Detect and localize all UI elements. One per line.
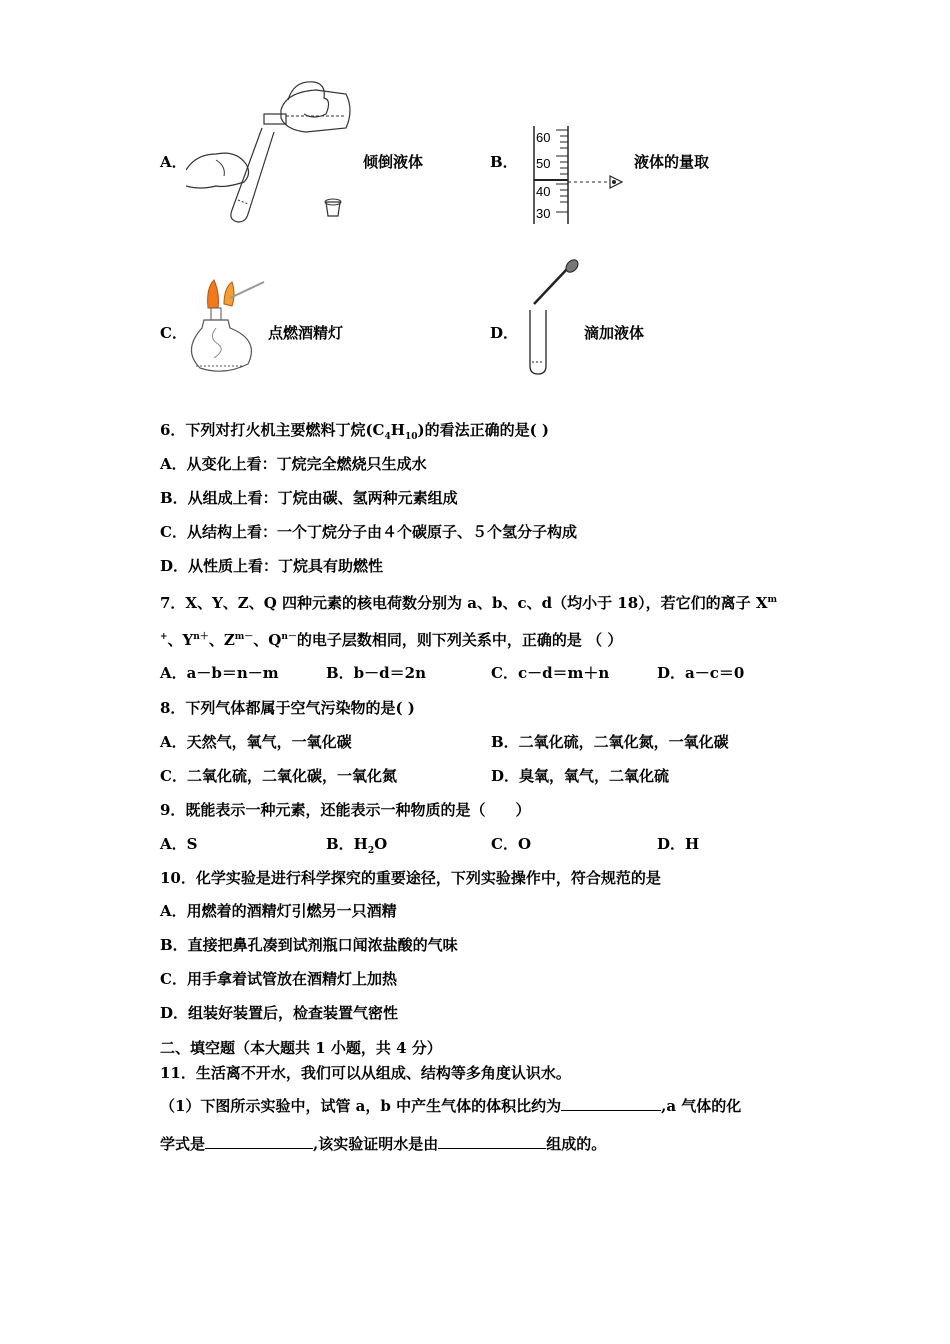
option-a-caption: 倾倒液体	[363, 153, 424, 171]
q6-stem: 6．下列对打火机主要燃料丁烷$(C_4H_{10})$的看法正确的是( )	[160, 421, 549, 442]
q10-stem: 10．化学实验是进行科学探究的重要途径，下列实验操作中，符合规范的是	[160, 869, 661, 887]
q9-option-a: A．S	[160, 835, 198, 853]
graduated-cylinder-figure	[526, 126, 636, 226]
section-heading: 二、填空题（本大题共 1 小题，共 4 分）	[160, 1039, 442, 1057]
q11-part1-line1: （1）下图所示实验中，试管 a，b 中产生气体的体积比约为 ,a 气体的化	[160, 1097, 742, 1115]
q8-option-c: C．二氧化硫，二氧化碳，一氧化氮	[160, 767, 397, 785]
q11-stem: 11．生活离不开水，我们可以从组成、结构等多角度认识水。	[160, 1064, 571, 1082]
q10-option-b: B．直接把鼻孔凑到试剂瓶口闻浓盐酸的气味	[160, 936, 458, 954]
q8-option-d: D．臭氧，氧气，二氧化硫	[491, 767, 670, 785]
q7-option-c: C．c－d＝m＋n	[491, 664, 610, 682]
q8-stem: 8．下列气体都属于空气污染物的是( )	[160, 699, 415, 717]
tick-label-50: 50	[536, 156, 551, 171]
option-a-letter: A．	[160, 153, 187, 171]
q9-option-c: C．O	[491, 835, 532, 853]
option-c-caption: 点燃酒精灯	[268, 324, 344, 342]
option-b-letter: B．	[490, 153, 518, 171]
pouring-liquid-figure	[186, 70, 356, 225]
answer-blank-composition[interactable]	[438, 1134, 546, 1149]
q7-option-d: D．a－c＝0	[657, 664, 745, 682]
q10-option-c: C．用手拿着试管放在酒精灯上加热	[160, 970, 397, 988]
answer-blank-formula[interactable]	[205, 1134, 313, 1149]
q6-option-c: C．从结构上看：一个丁烷分子由４个碳原子、５个氢分子构成	[160, 523, 577, 541]
q8-option-b: B．二氧化硫，二氧化氮，一氧化碳	[491, 733, 729, 751]
dropper-figure	[524, 258, 584, 378]
q9-option-b: B．$H_2O$	[326, 835, 388, 856]
q7-option-b: B．b－d＝2n	[326, 664, 426, 682]
option-c-letter: C．	[160, 324, 187, 342]
alcohol-lamp-figure	[184, 278, 268, 378]
option-b-caption: 液体的量取	[634, 153, 710, 171]
option-d-letter: D．	[490, 324, 519, 342]
q6-option-a: A．从变化上看：丁烷完全燃烧只生成水	[160, 455, 427, 473]
tick-label-60: 60	[536, 130, 551, 145]
answer-blank-ratio[interactable]	[561, 1096, 661, 1111]
option-d-caption: 滴加液体	[584, 324, 645, 342]
q10-option-a: A．用燃着的酒精灯引燃另一只酒精	[160, 902, 397, 920]
q7-stem-line2: +、$Y^{n+}$、$Z^{m-}$、$Q^{n-}$的电子层数相同，则下列关系中，正确的是 （ ）	[160, 631, 623, 649]
q11-part1-line2: 学式是 ,该实验证明水是由 组成的。	[160, 1135, 607, 1153]
q9-stem: 9．既能表示一种元素，还能表示一种物质的是（ ）	[160, 801, 531, 819]
q6-option-b: B．从组成上看：丁烷由碳、氢两种元素组成	[160, 489, 458, 507]
q9-option-d: D．H	[657, 835, 700, 853]
q6-option-d: D．从性质上看：丁烷具有助燃性	[160, 557, 384, 575]
q7-option-a: A．a－b＝n－m	[160, 664, 279, 682]
tick-label-30: 30	[536, 206, 551, 221]
q10-option-d: D．组装好装置后，检查装置气密性	[160, 1004, 399, 1022]
q7-stem-line1: 7．X、Y、Z、Q 四种元素的核电荷数分别为 a、b、c、d（均小于 18），若它们的离子 $X^m$	[160, 594, 778, 612]
tick-label-40: 40	[536, 184, 551, 199]
q8-option-a: A．天然气，氧气，一氧化碳	[160, 733, 352, 751]
